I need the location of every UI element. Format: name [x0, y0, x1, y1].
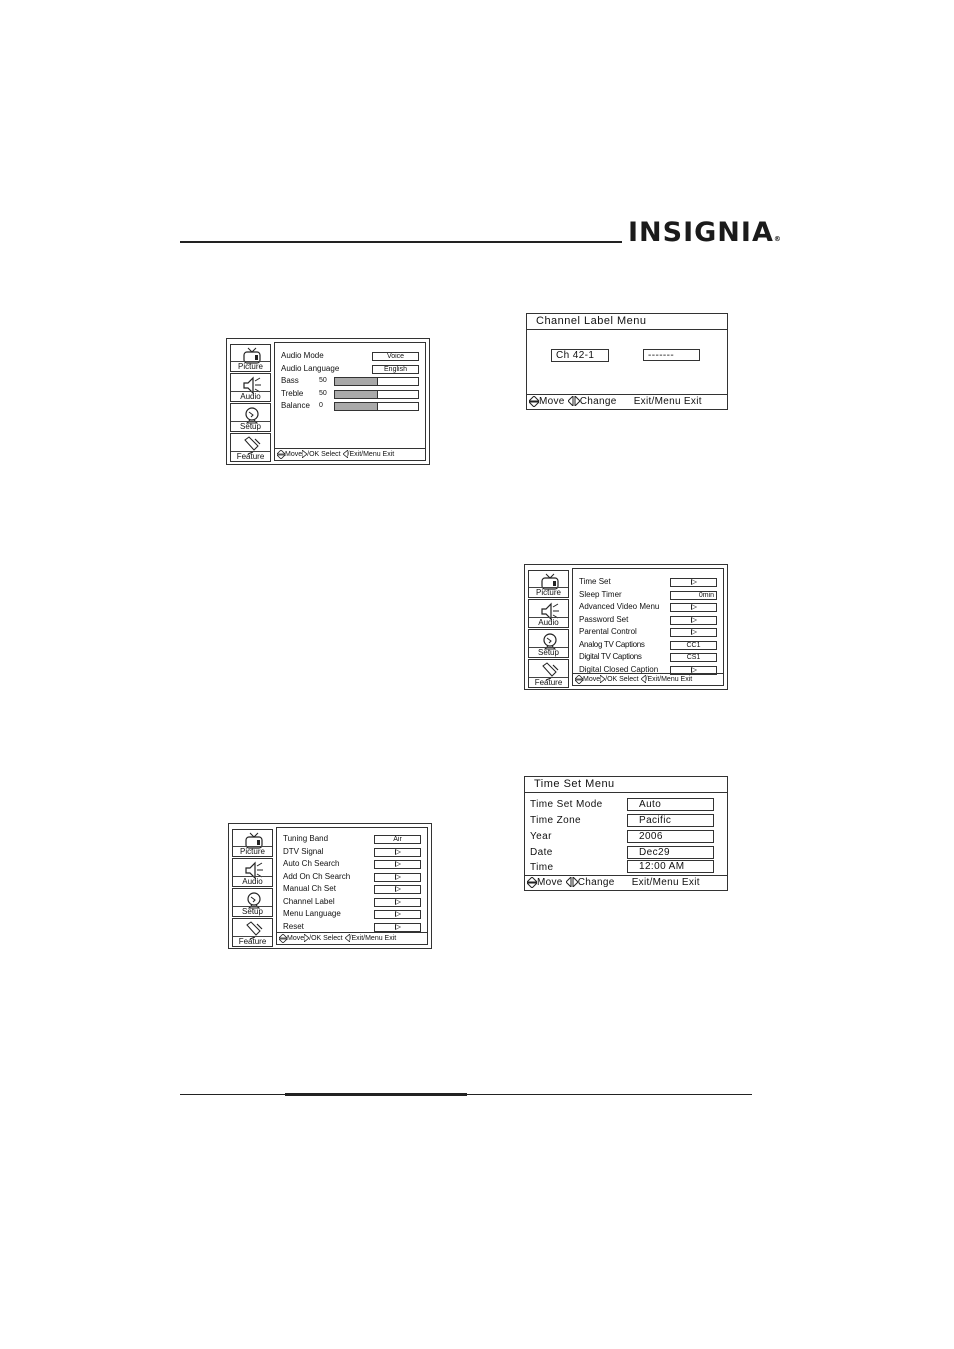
row-value[interactable]	[374, 848, 421, 857]
slider-label: Treble	[281, 389, 304, 398]
row-value[interactable]: English	[372, 365, 419, 374]
menu-row[interactable]	[579, 576, 717, 588]
slider-fill	[335, 378, 378, 385]
sidebar-item-setup[interactable]	[528, 629, 569, 658]
menu-footer	[527, 394, 727, 409]
row-label: Manual Ch Set	[283, 884, 336, 893]
menu-sidebar	[230, 342, 272, 461]
row-value[interactable]	[670, 603, 717, 612]
time-zone-field[interactable]: Pacific	[627, 814, 714, 827]
sidebar-item-audio[interactable]	[230, 373, 271, 402]
sidebar-label-feature: Feature	[233, 936, 272, 946]
row-value[interactable]	[670, 616, 717, 625]
left-right-arrow-icon	[566, 877, 578, 887]
label-field[interactable]: -------	[643, 349, 700, 361]
menu-row[interactable]	[283, 908, 421, 920]
sidebar-label-feature: Feature	[529, 677, 568, 687]
row-value[interactable]: Voice	[372, 352, 419, 361]
row-label: Reset	[283, 921, 304, 931]
bass-slider[interactable]	[334, 377, 419, 386]
sidebar-label-setup: Setup	[233, 906, 272, 916]
slider-value: 50	[319, 377, 327, 384]
up-down-arrow-icon	[575, 675, 583, 684]
row-value[interactable]: CC1	[670, 641, 717, 650]
menu-row[interactable]	[283, 871, 421, 883]
feature-menu	[524, 564, 728, 690]
submenu-arrow-icon	[395, 886, 401, 892]
menu-content	[572, 568, 724, 686]
row-value[interactable]	[374, 923, 421, 932]
sidebar-item-audio[interactable]	[232, 858, 273, 887]
row-label: Year	[530, 831, 552, 842]
submenu-arrow-icon	[395, 924, 401, 930]
sidebar-label-audio: Audio	[529, 617, 568, 627]
balance-slider[interactable]	[334, 402, 419, 411]
row-label: Add On Ch Search	[283, 871, 351, 881]
footer-move: Move	[537, 877, 563, 888]
menu-row[interactable]	[283, 921, 421, 933]
sidebar-item-picture[interactable]	[232, 829, 273, 857]
row-value[interactable]	[374, 910, 421, 919]
footer-exit: /Exit/Menu Exit	[347, 451, 395, 458]
submenu-arrow-icon	[395, 861, 401, 867]
submenu-arrow-icon	[395, 899, 401, 905]
menu-content	[276, 827, 428, 945]
year-field[interactable]: 2006	[627, 830, 714, 843]
slider-row[interactable]	[281, 400, 419, 412]
slider-value: 50	[319, 390, 327, 397]
up-down-arrow-icon	[279, 934, 287, 943]
row-label: Digital Closed Caption	[579, 664, 659, 674]
menu-row[interactable]	[283, 896, 421, 908]
footer-move: Move	[583, 676, 601, 683]
row-label: Tuning Band	[283, 834, 329, 843]
time-field[interactable]: 12:00 AM	[627, 860, 714, 873]
menu-row[interactable]	[283, 833, 421, 845]
slider-value: 0	[319, 402, 323, 409]
menu-row[interactable]	[579, 614, 717, 626]
sidebar-label-picture: Picture	[233, 846, 272, 856]
up-down-arrow-icon	[527, 877, 537, 888]
row-label: Menu Language	[283, 909, 341, 918]
up-down-arrow-icon	[277, 450, 285, 459]
slider-row[interactable]	[281, 388, 419, 400]
slider-fill	[335, 403, 378, 410]
sidebar-label-audio: Audio	[231, 391, 270, 401]
row-label: Time	[530, 862, 554, 873]
sidebar-label-setup: Setup	[529, 647, 568, 657]
row-label: Time Set Mode	[530, 799, 603, 810]
menu-row[interactable]	[281, 363, 419, 375]
row-value[interactable]	[670, 578, 717, 587]
menu-row[interactable]	[579, 651, 717, 663]
sidebar-item-picture[interactable]	[528, 570, 569, 598]
slider-label: Balance	[281, 401, 310, 410]
menu-title: Channel Label Menu	[527, 314, 727, 330]
row-label: Parental Control	[579, 627, 637, 636]
row-label: Sleep Timer	[579, 589, 622, 599]
insignia-logo: INSIGNIA®	[628, 217, 782, 248]
menu-row[interactable]	[283, 846, 421, 858]
row-label: Channel Label	[283, 896, 335, 906]
footer-ok-select: /OK Select	[605, 676, 639, 683]
row-label: Time Set	[579, 577, 611, 586]
treble-slider[interactable]	[334, 390, 419, 399]
row-value[interactable]: CS1	[670, 653, 717, 662]
footer-ok-select: /OK Select	[307, 451, 341, 458]
sidebar-item-setup[interactable]	[232, 888, 273, 917]
menu-row[interactable]	[579, 589, 717, 601]
sidebar-item-picture[interactable]	[230, 344, 271, 372]
menu-row[interactable]	[283, 883, 421, 895]
sidebar-item-setup[interactable]	[230, 403, 271, 432]
audio-menu	[226, 338, 430, 465]
menu-row[interactable]	[281, 350, 419, 362]
row-label: Analog TV Captions	[579, 639, 645, 649]
channel-field[interactable]: Ch 42-1	[551, 349, 609, 362]
menu-sidebar	[528, 568, 570, 686]
footer-exit: /Exit/Menu Exit	[349, 935, 397, 942]
submenu-arrow-icon	[395, 911, 401, 917]
footer-change: Change	[577, 877, 615, 888]
footer-move: Move	[539, 396, 565, 407]
left-right-arrow-icon	[568, 396, 580, 406]
row-label: Time Zone	[530, 815, 582, 826]
sidebar-item-audio[interactable]	[528, 599, 569, 628]
row-value[interactable]	[670, 628, 717, 637]
menu-content	[274, 342, 426, 461]
menu-sidebar	[232, 827, 274, 945]
footer-change: Change	[579, 396, 617, 407]
menu-row[interactable]	[579, 639, 717, 651]
slider-fill	[335, 391, 378, 398]
row-label: DTV Signal	[283, 846, 324, 856]
menu-footer	[277, 932, 427, 944]
row-value[interactable]	[374, 873, 421, 882]
row-label: Digital TV Captions	[579, 652, 642, 661]
footer-move: Move	[285, 451, 303, 458]
menu-footer	[525, 875, 727, 890]
setup-menu	[228, 823, 432, 949]
date-field[interactable]: Dec29	[627, 846, 714, 859]
submenu-arrow-icon	[691, 604, 697, 610]
sidebar-label-setup: Setup	[231, 421, 270, 431]
submenu-arrow-icon	[691, 617, 697, 623]
sidebar-label-feature: Feature	[231, 451, 270, 461]
submenu-arrow-icon	[691, 629, 697, 635]
sidebar-item-feature[interactable]	[230, 433, 271, 462]
row-value[interactable]: 0min	[670, 591, 717, 600]
sidebar-item-feature[interactable]	[528, 659, 569, 688]
slider-label: Bass	[281, 376, 299, 385]
row-value[interactable]	[374, 860, 421, 869]
sidebar-label-picture: Picture	[529, 587, 568, 597]
row-label: Auto Ch Search	[283, 859, 340, 868]
submenu-arrow-icon	[691, 667, 697, 673]
footer-exit: /Exit/Menu Exit	[645, 676, 693, 683]
row-value[interactable]: Air	[374, 835, 421, 844]
slider-row[interactable]	[281, 375, 419, 387]
row-label: Audio Mode	[281, 351, 324, 360]
row-label: Date	[530, 847, 553, 858]
up-down-arrow-icon	[529, 396, 539, 407]
row-label: Advanced Video Menu	[579, 602, 660, 611]
footer-rule-accent	[285, 1093, 467, 1096]
footer-move: Move	[287, 935, 305, 942]
footer-exit: Exit/Menu Exit	[631, 877, 700, 888]
time-set-menu	[524, 776, 728, 891]
menu-title: Time Set Menu	[525, 777, 727, 793]
row-label: Password Set	[579, 614, 629, 624]
channel-label-menu	[526, 313, 728, 410]
menu-footer	[275, 448, 425, 460]
sidebar-label-picture: Picture	[231, 361, 270, 371]
sidebar-item-feature[interactable]	[232, 918, 273, 947]
submenu-arrow-icon	[395, 849, 401, 855]
footer-ok-select: /OK Select	[309, 935, 343, 942]
menu-row[interactable]	[579, 626, 717, 638]
footer-exit: Exit/Menu Exit	[633, 396, 702, 407]
submenu-arrow-icon	[691, 579, 697, 585]
row-label: Audio Language	[281, 364, 340, 373]
row-value[interactable]	[374, 885, 421, 894]
header-rule	[180, 241, 622, 243]
time-set-mode-field[interactable]: Auto	[627, 798, 714, 811]
sidebar-label-audio: Audio	[233, 876, 272, 886]
menu-row[interactable]	[283, 858, 421, 870]
menu-row[interactable]	[579, 601, 717, 613]
row-value[interactable]	[374, 898, 421, 907]
submenu-arrow-icon	[395, 874, 401, 880]
menu-footer	[573, 673, 723, 685]
